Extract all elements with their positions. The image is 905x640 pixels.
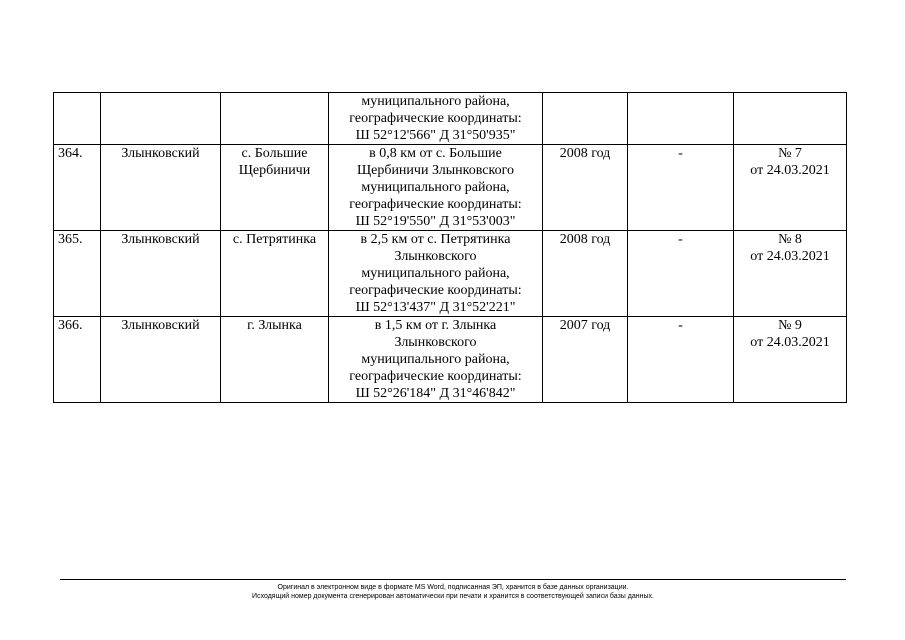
location-cell [329,93,543,145]
locality-line: с. Петрятинка [232,232,317,247]
row-number-cell: 364. [54,145,101,231]
location-cell [329,317,543,403]
page-footer [60,583,846,601]
table-row [54,317,847,403]
district-cell [101,93,221,145]
location-line: Ш 52°12'566" Д 31°50'935" [355,128,516,143]
locality-cell [221,317,329,403]
row-number-cell: 365. [54,231,101,317]
table-row [54,145,847,231]
row-number-cell: 366. [54,317,101,403]
location-line: в 2,5 км от с. Петрятинка [360,232,511,247]
locality-cell [221,145,329,231]
locality-cell [221,93,329,145]
extra-cell: - [628,317,734,403]
registry-table [53,92,847,403]
footer-line: Оригинал в электронном виде в формате MS Word, подписанная ЭП, хранится в базе данных организации. [277,584,629,591]
row-number-cell [54,93,101,145]
location-line: Щербиничи Злынковского [356,163,514,178]
location-line: Ш 52°13'437" Д 31°52'221" [355,300,516,315]
location-line: муниципального района, [361,180,510,195]
location-cell [329,145,543,231]
document-cell [734,145,847,231]
location-line: муниципального района, [361,94,510,109]
location-line: Злынковского [394,249,477,264]
district-cell: Злынковский [101,145,221,231]
district-cell: Злынковский [101,317,221,403]
location-line: муниципального района, [361,266,510,281]
table-row [54,93,847,145]
year-cell: 2008 год [543,145,628,231]
year-cell: 2008 год [543,231,628,317]
location-line: в 0,8 км от с. Большие [369,146,502,161]
document-date: от 24.03.2021 [750,249,830,264]
footer-line: Исходящий номер документа сгенерирован автоматически при печати и хранится в соответствующей записи базы данных. [252,593,654,600]
locality-line: с. Большие [241,146,308,161]
document-number: № 9 [778,318,802,333]
location-line: в 1,5 км от г. Злынка [374,318,497,333]
table-row [54,231,847,317]
document-number: № 7 [778,146,802,161]
extra-cell: - [628,145,734,231]
location-line: географические координаты: [349,369,522,384]
document-cell [734,231,847,317]
year-cell [543,93,628,145]
document-date: от 24.03.2021 [750,163,830,178]
location-line: географические координаты: [349,283,522,298]
document-date: от 24.03.2021 [750,335,830,350]
document-cell [734,317,847,403]
extra-cell [628,93,734,145]
location-line: географические координаты: [349,111,522,126]
location-cell [329,231,543,317]
location-line: географические координаты: [349,197,522,212]
location-line: муниципального района, [361,352,510,367]
district-cell: Злынковский [101,231,221,317]
footer-divider [60,579,846,580]
locality-cell [221,231,329,317]
location-line: Ш 52°19'550" Д 31°53'003" [355,214,516,229]
locality-line: Щербиничи [238,163,311,178]
location-line: Ш 52°26'184" Д 31°46'842" [355,386,516,401]
locality-line: г. Злынка [247,318,302,333]
document-cell [734,93,847,145]
extra-cell: - [628,231,734,317]
location-line: Злынковского [394,335,477,350]
year-cell: 2007 год [543,317,628,403]
document-number: № 8 [778,232,802,247]
